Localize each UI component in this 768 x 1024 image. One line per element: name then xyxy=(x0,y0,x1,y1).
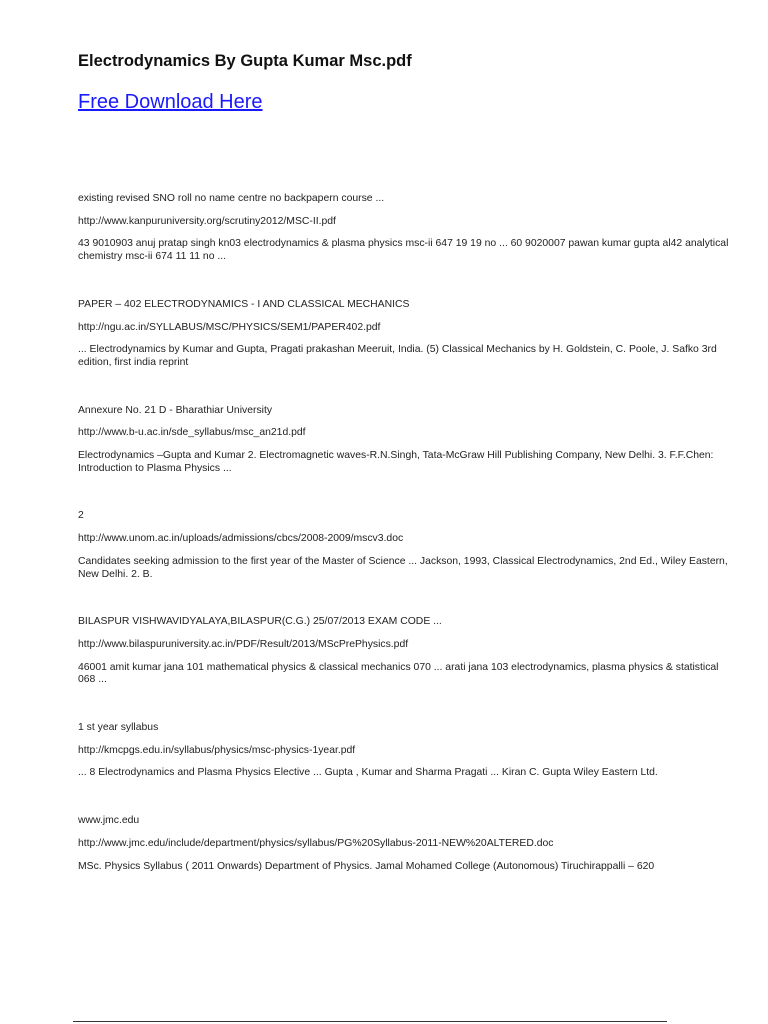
entry-url[interactable]: http://www.bilaspuruniversity.ac.in/PDF/Result/2013/MScPrePhysics.pdf xyxy=(78,638,409,650)
entry-description: ... Electrodynamics by Kumar and Gupta, Pragati prakashan Meeruit, India. (5) Classical Mechanics by H. Goldstein, C. Poole, J. Safko 3rd edition, first india reprint xyxy=(78,344,717,368)
entry-title: BILASPUR VISHWAVIDYALAYA,BILASPUR(C.G.) 25/07/2013 EXAM CODE ... xyxy=(78,616,442,628)
list-item xyxy=(78,193,733,264)
entry-url[interactable]: http://ngu.ac.in/SYLLABUS/MSC/PHYSICS/SEM1/PAPER402.pdf xyxy=(78,321,381,333)
entry-url[interactable]: http://kmcpgs.edu.in/syllabus/physics/msc-physics-1year.pdf xyxy=(78,744,356,756)
entry-description: 46001 amit kumar jana 101 mathematical physics & classical mechanics 070 ... arati jana 103 electrodynamics, plasma physics & statistical 068 ... xyxy=(78,661,719,686)
entry-description: Electrodynamics –Gupta and Kumar 2. Electromagnetic waves-R.N.Singh, Tata-McGraw Hill Publishing Company, New Delhi. 3. F.F.Chen: Introduction to Plasma Physics ... xyxy=(78,450,714,474)
footer-divider xyxy=(73,1021,667,1022)
list-item xyxy=(78,722,733,780)
entry-url[interactable]: http://www.jmc.edu/include/department/physics/syllabus/PG%20Syllabus-2011-NEW%20ALTERED.doc xyxy=(78,837,554,849)
result-list xyxy=(78,193,733,908)
document-title: Electrodynamics By Gupta Kumar Msc.pdf xyxy=(78,52,412,70)
list-item xyxy=(78,405,733,476)
free-download-link[interactable]: Free Download Here xyxy=(78,91,263,113)
list-item xyxy=(78,510,733,581)
entry-url[interactable]: http://www.unom.ac.in/uploads/admissions/cbcs/2008-2009/mscv3.doc xyxy=(78,533,404,545)
entry-title: existing revised SNO roll no name centre no backpapern course ... xyxy=(78,193,385,204)
entry-title: 2 xyxy=(78,510,84,522)
entry-description: ... 8 Electrodynamics and Plasma Physics Elective ... Gupta , Kumar and Sharma Pragati ... Kiran C. Gupta Wiley Eastern Ltd. xyxy=(78,767,658,779)
list-item xyxy=(78,299,733,370)
entry-title: Annexure No. 21 D - Bharathiar University xyxy=(78,404,273,416)
entry-description: MSc. Physics Syllabus ( 2011 Onwards) Department of Physics. Jamal Mohamed College (Autonomous) Tiruchirappalli – 620 xyxy=(78,860,655,872)
entry-title: PAPER – 402 ELECTRODYNAMICS - I AND CLASSICAL MECHANICS xyxy=(78,298,410,310)
entry-url[interactable]: http://www.b-u.ac.in/sde_syllabus/msc_an21d.pdf xyxy=(78,427,306,439)
entry-title: www.jmc.edu xyxy=(78,815,140,827)
list-item xyxy=(78,815,733,873)
entry-description: Candidates seeking admission to the first year of the Master of Science ... Jackson, 1993, Classical Electrodynamics, 2nd Ed., Wiley Eastern, New Delhi. 2. B. xyxy=(78,555,728,580)
list-item xyxy=(78,616,733,687)
entry-title: 1 st year syllabus xyxy=(78,722,159,734)
entry-description: 43 9010903 anuj pratap singh kn03 electrodynamics & plasma physics msc-ii 647 19 19 no ... 60 9020007 pawan kumar gupta al42 analytical chemistry msc-ii 674 11 11 no ... xyxy=(78,238,729,263)
entry-url[interactable]: http://www.kanpuruniversity.org/scrutiny2012/MSC-II.pdf xyxy=(78,215,336,227)
